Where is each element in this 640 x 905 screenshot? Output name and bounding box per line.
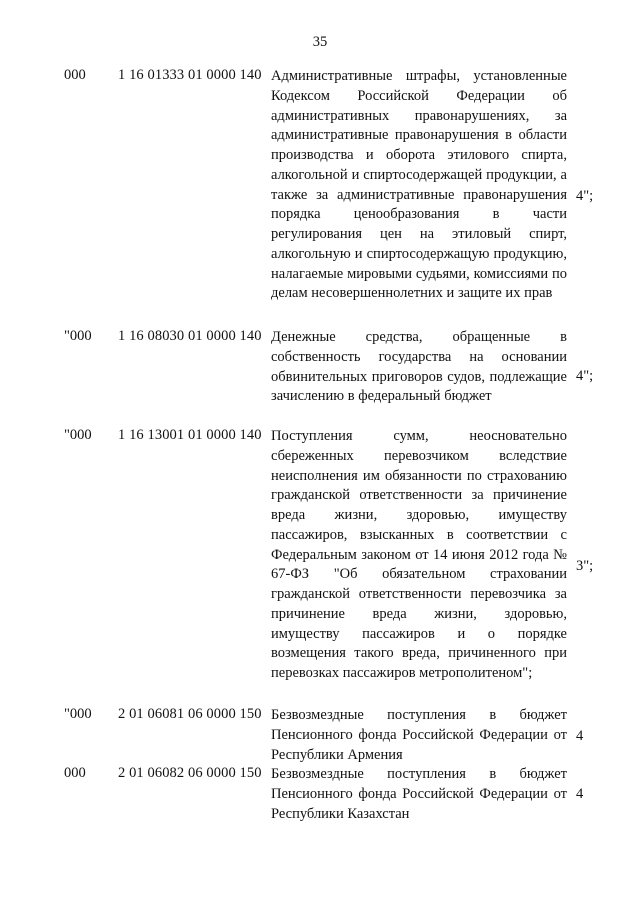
value-cell: 4"; [576,188,594,204]
budget-code-cell: 1 16 01333 01 0000 140 [118,67,262,83]
admin-code-cell: "000 [64,427,92,443]
revenue-name-cell: Безвозмездные поступления в бюджет Пенсионного фонда Российской Федерации от Республики Казахстан [271,766,567,822]
budget-code-cell: 1 16 08030 01 0000 140 [118,328,262,344]
admin-code-cell: 000 [64,765,86,781]
page-number: 35 [312,34,328,50]
revenue-name-cell: Денежные средства, обращенные в собственность государства на основании обвинительных приговоров судов, подлежащие зачислению в федеральный бюджет [271,329,567,405]
budget-code-cell: 1 16 13001 01 0000 140 [118,427,262,443]
admin-code-cell: 000 [64,67,86,83]
value-cell: 4"; [576,368,594,384]
budget-code-cell: 2 01 06081 06 0000 150 [118,706,262,722]
value-cell: 4 [576,786,584,802]
budget-code-cell: 2 01 06082 06 0000 150 [118,765,262,781]
revenue-name-cell: Безвозмездные поступления в бюджет Пенсионного фонда Российской Федерации от Республики Армения [271,707,567,763]
value-cell: 4 [576,728,584,744]
revenue-name-cell: Административные штрафы, установленные Кодексом Российской Федерации об административных правонарушениях, за административные правонарушения в области производства и оборота этилового спирта, алкогольной и спиртосодержащей продукции, а также за административные правонарушения порядка ценообразования в части регулирования цен на этиловый спирт, алкогольную и спиртосодержащую продукцию, налагаемые мировыми судьями, комиссиями по делам несовершеннолетних и защите их прав [271,68,567,302]
value-cell: 3"; [576,558,594,574]
admin-code-cell: "000 [64,328,92,344]
revenue-name-cell: Поступления сумм, неосновательно сбереженных перевозчиком вследствие неисполнения им обязанности по страхованию гражданской ответственности за причинение вреда жизни, здоровью, имуществу пассажиров, взысканных в соответствии с Федеральным законом от 14 июня 2012 года № 67-ФЗ "Об обязательном страховании гражданской ответственности перевозчика за причинение вреда жизни, здоровью, имуществу пассажиров и о порядке возмещения такого вреда, причиненного при перевозках пассажиров метрополитеном"; [271,428,567,681]
admin-code-cell: "000 [64,706,92,722]
